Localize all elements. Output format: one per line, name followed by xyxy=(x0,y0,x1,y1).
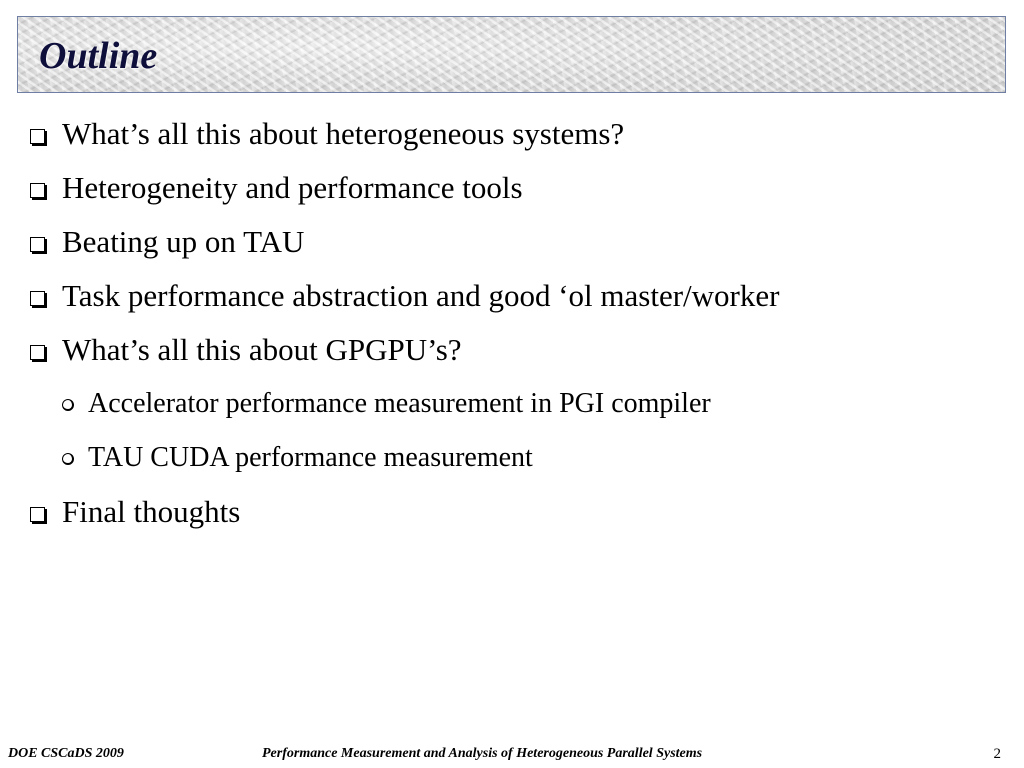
footer-event: DOE CSCaDS 2009 xyxy=(8,746,124,761)
circle-bullet-icon xyxy=(62,399,74,411)
sub-bullet-item xyxy=(30,384,1000,438)
slide-title: Outline xyxy=(39,35,158,77)
circle-bullet-icon xyxy=(62,453,74,465)
square-bullet-icon xyxy=(30,129,45,144)
footer-talk-title: Performance Measurement and Analysis of Heterogeneous Parallel Systems xyxy=(262,746,703,761)
bullet-item xyxy=(30,168,1000,222)
bullet-text: What’s all this about GPGPU’s? xyxy=(62,332,462,367)
square-bullet-icon xyxy=(30,237,45,252)
title-banner xyxy=(17,16,1006,93)
bullet-text: What’s all this about heterogeneous systems? xyxy=(62,116,625,151)
square-bullet-icon xyxy=(30,291,45,306)
square-bullet-icon xyxy=(30,507,45,522)
sub-bullet-text: Accelerator performance measurement in PGI compiler xyxy=(88,388,711,419)
bullet-item xyxy=(30,330,1000,384)
square-bullet-icon xyxy=(30,345,45,360)
bullet-text: Beating up on TAU xyxy=(62,224,305,259)
bullet-text: Heterogeneity and performance tools xyxy=(62,170,523,205)
square-bullet-icon xyxy=(30,183,45,198)
bullet-item xyxy=(30,222,1000,276)
sub-bullet-item xyxy=(30,438,1000,492)
bullet-text: Task performance abstraction and good ‘ol master/worker xyxy=(62,278,780,313)
bullet-item xyxy=(30,276,1000,330)
bullet-item xyxy=(30,114,1000,168)
page-number: 2 xyxy=(993,746,1001,762)
bullet-item xyxy=(30,492,1000,546)
sub-bullet-text: TAU CUDA performance measurement xyxy=(88,442,533,473)
bullet-text: Final thoughts xyxy=(62,494,241,529)
slide-footer xyxy=(0,744,1024,764)
bullet-list xyxy=(30,114,1000,546)
